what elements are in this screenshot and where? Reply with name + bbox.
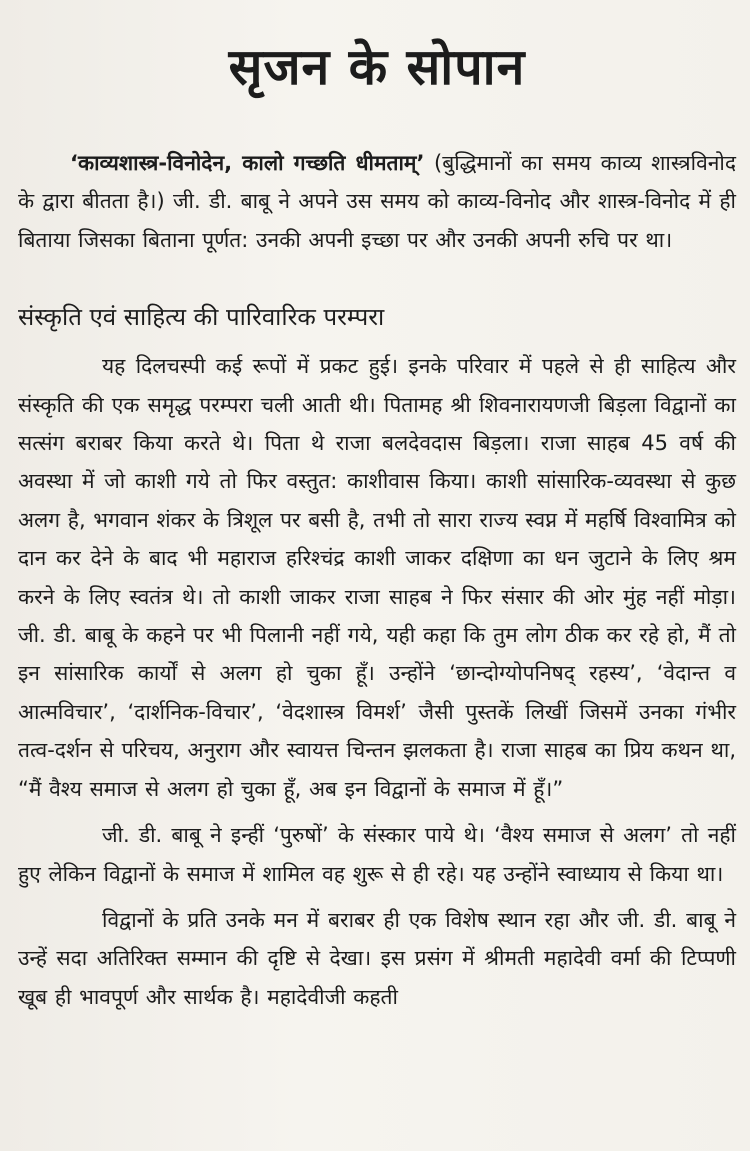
intro-quote: ‘काव्यशास्त्र-विनोदेन, कालो गच्छति धीमताम्’ xyxy=(70,151,425,175)
body-paragraph-1: यह दिलचस्पी कई रूपों में प्रकट हुई। इनके परिवार में पहले से ही साहित्य और संस्कृति की एक समृद्ध परम्परा चली आती थी। पितामह श्री शिवनारायणजी बिड़ला विद्वानों का सत्संग बराबर किया करते थे। पिता थे राजा बलदेवदास बिड़ला। राजा साहब 45 वर्ष की अवस्था में जो काशी गये तो फिर वस्तुत: काशीवास किया। काशी सांसारिक-व्यवस्था से कुछ अलग है, भगवान शंकर के त्रिशूल पर बसी है, तभी तो सारा राज्य स्वप्न में महर्षि विश्वामित्र को दान कर देने के बाद भी महाराज हरिश्चंद्र काशी जाकर दक्षिणा का धन जुटाने के लिए श्रम करने के लिए स्वतंत्र थे। तो काशी जाकर राजा साहब ने फिर संसार की ओर मुंह नहीं मोड़ा। जी. डी. बाबू के कहने पर भी पिलानी नहीं गये, यही कहा कि तुम लोग ठीक कर रहे हो, मैं तो इन सांसारिक कार्यों से अलग हो चुका हूँ। उन्होंने ‘छान्दोग्योपनिषद् रहस्य’, ‘वेदान्त व आत्मविचार’, ‘दार्शनिक-विचार’, ‘वेदशास्त्र विमर्श’ जैसी पुस्तकें लिखीं जिसमें उनका गंभीर तत्व-दर्शन से परिचय, अनुराग और स्वायत्त चिन्तन झलकता है। राजा साहब का प्रिय कथन था, “मैं वैश्य समाज से अलग हो चुका हूँ, अब इन विद्वानों के समाज में हूँ।” xyxy=(18,354,736,801)
body-paragraph-3: विद्वानों के प्रति उनके मन में बराबर ही एक विशेष स्थान रहा और जी. डी. बाबू ने उन्हें सदा अतिरिक्त सम्मान की दृष्टि से देखा। इस प्रसंग में श्रीमती महादेवी वर्मा की टिप्पणी खूब ही भावपूर्ण और सार्थक है। महादेवीजी कहती xyxy=(18,907,736,1009)
intro-paragraph xyxy=(18,144,736,259)
section-heading: संस्कृति एवं साहित्य की पारिवारिक परम्परा xyxy=(18,303,385,332)
intro-text: (बुद्धिमानों का समय काव्य शास्त्रविनोद के द्वारा बीतता है।) जी. डी. बाबू ने अपने उस समय को काव्य-विनोद और शास्त्र-विनोद में ही बिताया जिसका बिताना पूर्णत: उनकी अपनी इच्छा पर और उनकी अपनी रुचि पर था। xyxy=(18,151,736,252)
chapter-title: सृजन के सोपान xyxy=(228,38,526,96)
body-paragraph-2: जी. डी. बाबू ने इन्हीं ‘पुरुषों’ के संस्कार पाये थे। ‘वैश्य समाज से अलग’ तो नहीं हुए लेकिन विद्वानों के समाज में शामिल वह शुरू से ही रहे। यह उन्होंने स्वाध्याय से किया था। xyxy=(18,823,736,886)
